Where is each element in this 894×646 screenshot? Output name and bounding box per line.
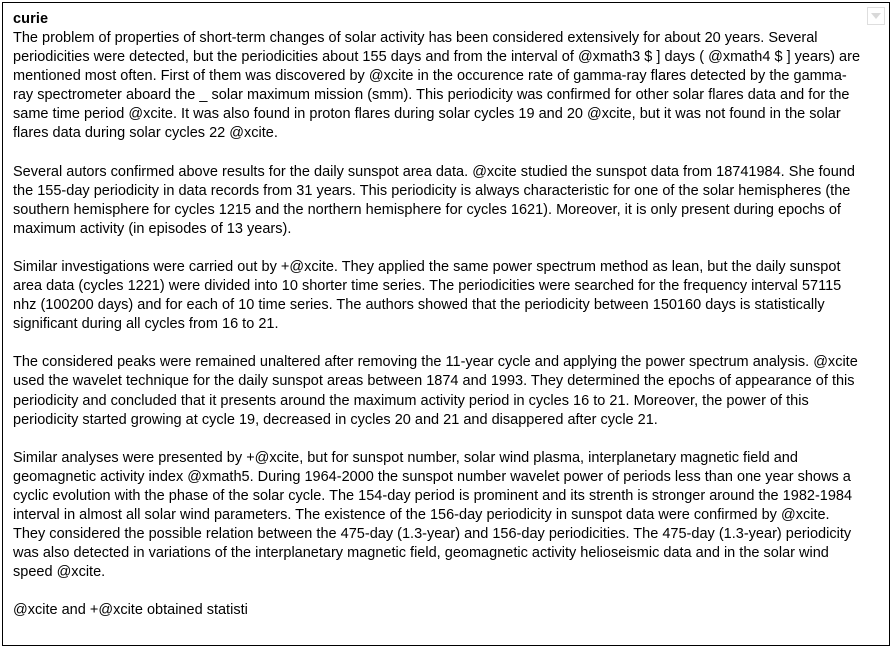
document-viewer-frame — [2, 2, 890, 646]
paragraph-spacer — [13, 239, 865, 258]
chevron-down-icon — [871, 13, 881, 20]
page-title: curie — [13, 11, 49, 27]
document-content-area — [3, 3, 889, 620]
document-paragraph: The problem of properties of short-term changes of solar activity has been considered extensively for about 20 years. Several periodicities were detected, but the periodicities about 155 days and from the interval of @xmath3 $ ] days ( @xmath4 $ ] years) are mentioned most often. First of them was discovered by @xcite in the occurence rate of gamma-ray flares detected by the gamma-ray spectrometer aboard the _ solar maximum mission (smm). This periodicity was confirmed for other solar flares data and for the same time period @xcite. It was also found in proton flares during solar cycles 19 and 20 @xcite, but it was not found in the solar flares data during solar cycles 22 @xcite. — [13, 30, 861, 142]
scroll-down-button[interactable] — [867, 7, 885, 25]
document-paragraph: The considered peaks were remained unaltered after removing the 11-year cycle and applying the power spectrum analysis. @xcite used the wavelet technique for the daily sunspot areas between 1874 and 1993. They determined the epochs of appearance of this periodicity and concluded that it presents around the maximum activity period in cycles 16 to 21. Moreover, the power of this periodicity started growing at cycle 19, decreased in cycles 20 and 21 and disappered after cycle 21. — [13, 354, 858, 428]
document-paragraph-truncated: @xcite and +@xcite obtained statisti — [13, 602, 248, 619]
paragraph-spacer — [13, 144, 865, 163]
document-paragraph: Similar analyses were presented by +@xcite, but for sunspot number, solar wind plasma, interplanetary magnetic field and geomagnetic activity index @xmath5. During 1964-2000 the sunspot number wavelet power of periods less than one year shows a cyclic evolution with the phase of the solar cycle. The 154-day period is prominent and its strenth is stronger around the 1982-1984 interval in almost all solar wind parameters. The existence of the 156-day periodicity in sunspot data were confirmed by @xcite. They considered the possible relation between the 475-day (1.3-year) and 156-day periodicities. The 475-day (1.3-year) periodicity was also detected in variations of the interplanetary magnetic field, geomagnetic activity helioseismic data and in the solar wind speed @xcite. — [13, 449, 853, 581]
paragraph-spacer — [13, 430, 865, 449]
paragraph-spacer — [13, 334, 865, 353]
document-paragraph: Similar investigations were carried out by +@xcite. They applied the same power spectrum method as lean, but the daily sunspot area data (cycles 1221) were divided into 10 shorter time series. The periodicities were searched for the frequency interval 57115 nhz (100200 days) and for each of 10 time series. The authors showed that the periodicity between 150160 days is statistically significant during all cycles from 16 to 21. — [13, 258, 842, 333]
paragraph-spacer — [13, 582, 865, 601]
document-paragraph: Several autors confirmed above results for the daily sunspot area data. @xcite studied the sunspot data from 18741984. She found the 155-day periodicity in data records from 31 years. This periodicity is always characteristic for one of the solar hemispheres (the southern hemisphere for cycles 1215 and the northern hemisphere for cycles 1621). Moreover, it is only present during epochs of maximum activity (in episodes of 13 years). — [13, 163, 855, 237]
